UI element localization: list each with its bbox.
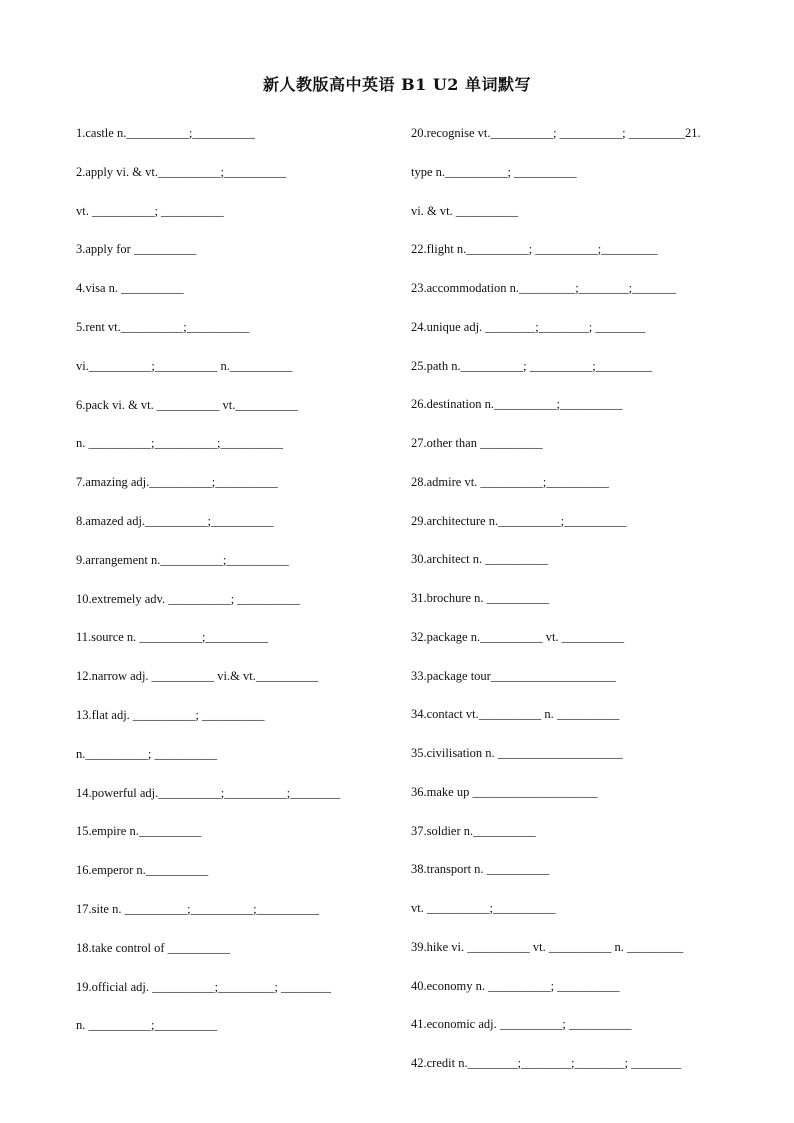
vocab-line: 6.pack vi. & vt. __________ vt.__________ [76, 397, 298, 412]
vocab-line: vi.__________;__________ n.__________ [76, 358, 293, 373]
vocab-line: vt. __________; __________ [76, 203, 224, 218]
vocab-line: 12.narrow adj. __________ vi.& vt.__________ [76, 669, 319, 684]
vocab-line: 26.destination n.__________;__________ [411, 397, 623, 412]
vocab-line: 8.amazed adj.__________;__________ [76, 513, 274, 528]
vocab-line: vt. __________;__________ [411, 901, 556, 915]
vocab-line: 3.apply for __________ [76, 242, 197, 257]
vocab-line: 42.credit n.________;________;________; ________ [411, 1056, 682, 1070]
vocab-line: 20.recognise vt.__________; __________; _________21. [411, 126, 701, 140]
vocab-line: 29.architecture n.__________;__________ [411, 513, 627, 528]
vocab-line: 13.flat adj. __________; __________ [76, 707, 265, 722]
vocab-line: 22.flight n.__________; __________;_________ [411, 242, 658, 257]
vocab-line: 41.economic adj. __________; __________ [411, 1017, 632, 1032]
vocab-line: vi. & vt. __________ [411, 203, 519, 218]
vocab-line: 17.site n. __________;__________;__________ [76, 901, 320, 916]
vocab-line: 14.powerful adj.__________;__________;________ [76, 785, 341, 800]
vocab-line: n. __________;__________ [76, 1018, 217, 1033]
vocab-line: 32.package n.__________ vt. __________ [411, 629, 625, 644]
vocab-line: 10.extremely adv. __________; __________ [76, 591, 300, 606]
vocab-line: 19.official adj. __________;_________; ________ [76, 979, 331, 994]
vocab-line: 4.visa n. __________ [76, 281, 184, 296]
right-column [411, 118, 731, 1087]
left-column [76, 118, 386, 1049]
vocab-line: 35.civilisation n. ____________________ [411, 746, 623, 760]
vocab-line: 39.hike vi. __________ vt. __________ n. _________ [411, 939, 684, 954]
vocab-line: 5.rent vt.__________;__________ [76, 319, 250, 334]
vocab-line: 15.empire n.__________ [76, 824, 202, 839]
vocab-line: 27.other than __________ [411, 436, 543, 450]
vocab-line: 23.accommodation n._________;________;_______ [411, 281, 676, 295]
vocab-line: 34.contact vt.__________ n. __________ [411, 707, 620, 722]
vocab-line: n. __________;__________;__________ [76, 436, 283, 451]
vocab-line: 1.castle n.__________;__________ [76, 126, 255, 140]
vocab-line: 30.architect n. __________ [411, 552, 548, 567]
vocab-line: n.__________; __________ [76, 746, 217, 761]
vocab-line: 40.economy n. __________; __________ [411, 978, 620, 993]
vocab-line: 37.soldier n.__________ [411, 823, 536, 838]
vocab-line: 25.path n.__________; __________;_________ [411, 358, 652, 373]
vocab-line: 38.transport n. __________ [411, 862, 550, 877]
vocab-line: 2.apply vi. & vt.__________;__________ [76, 164, 287, 179]
vocab-line: 33.package tour____________________ [411, 668, 616, 683]
vocab-line: 24.unique adj. ________;________; ________ [411, 319, 646, 334]
vocab-line: 16.emperor n.__________ [76, 863, 209, 878]
vocab-line: type n.__________; __________ [411, 164, 577, 179]
vocab-line: 36.make up ____________________ [411, 784, 598, 799]
vocab-line: 9.arrangement n.__________;__________ [76, 552, 289, 567]
vocab-line: 28.admire vt. __________;__________ [411, 474, 609, 489]
vocab-line: 11.source n. __________;__________ [76, 630, 268, 645]
vocab-line: 7.amazing adj.__________;__________ [76, 475, 278, 490]
page-title: 新人教版高中英语 B1 U2 单词默写 [263, 75, 531, 94]
vocab-line: 31.brochure n. __________ [411, 591, 550, 605]
vocab-line: 18.take control of __________ [76, 940, 231, 955]
